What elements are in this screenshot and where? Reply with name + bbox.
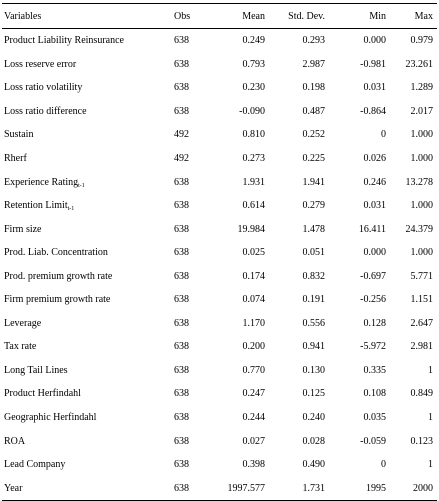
mean-cell: 0.200 <box>242 341 265 353</box>
mean-cell: 0.614 <box>242 200 265 212</box>
max-cell: 23.261 <box>405 58 433 70</box>
max-cell: 1 <box>428 364 433 376</box>
max-cell: 2.017 <box>410 105 433 117</box>
mean-cell: 0.793 <box>242 58 265 70</box>
min-cell: 0.031 <box>363 200 386 212</box>
header-variables: Variables <box>2 4 172 29</box>
max-cell: 2.981 <box>410 341 433 353</box>
variable-cell <box>2 53 172 77</box>
obs-cell: 638 <box>174 176 189 188</box>
variable-label: ROA <box>4 435 26 447</box>
obs-cell: 638 <box>174 35 189 47</box>
variable-label: Leverage <box>4 317 42 329</box>
variable-label: Prod. premium growth rate <box>4 270 113 282</box>
std-dev-cell: 0.252 <box>302 129 325 141</box>
std-dev-cell: 0.028 <box>302 435 325 447</box>
max-cell: 1.000 <box>410 153 433 164</box>
mean-cell: 0.230 <box>242 82 265 94</box>
mean-cell: 1997.577 <box>206 476 265 500</box>
std-dev-cell: 0.941 <box>302 341 325 353</box>
variable-label: Tax rate <box>4 341 37 353</box>
variable-label: Product Liability Reinsurance <box>4 35 124 47</box>
max-cell: 24.379 <box>405 223 433 235</box>
obs-cell: 638 <box>174 294 189 306</box>
variable-cell <box>2 429 172 453</box>
mean-cell: 0.027 <box>242 435 265 447</box>
table-row <box>2 217 437 241</box>
mean-cell: 0.025 <box>242 247 265 259</box>
max-cell: 1.151 <box>410 294 433 306</box>
min-cell: 0.000 <box>363 35 386 47</box>
min-cell: -0.697 <box>360 270 386 282</box>
variable-cell <box>2 382 172 406</box>
table-row <box>2 241 437 265</box>
std-dev-cell: 1.731 <box>265 476 325 500</box>
max-cell: 2000 <box>386 476 437 500</box>
obs-cell: 638 <box>174 200 189 212</box>
mean-cell: 0.770 <box>242 364 265 376</box>
mean-cell: 0.244 <box>242 412 265 424</box>
max-cell: 13.278 <box>405 176 433 188</box>
mean-cell: 1.931 <box>242 176 265 188</box>
obs-cell: 638 <box>174 412 189 424</box>
variable-subscript: t-1 <box>78 182 85 189</box>
variable-subscript: t-1 <box>67 206 75 213</box>
variable-label: Product Herfindahl <box>4 388 81 400</box>
max-cell: 0.979 <box>410 35 433 47</box>
min-cell: -5.972 <box>360 341 386 353</box>
std-dev-cell: 0.490 <box>302 459 325 471</box>
table-row <box>2 406 437 430</box>
variable-label: Retention Limit <box>4 200 68 212</box>
mean-cell: 0.810 <box>242 129 265 141</box>
table-row <box>2 453 437 477</box>
std-dev-cell: 0.240 <box>302 412 325 424</box>
obs-cell: 638 <box>174 223 189 235</box>
table-row <box>2 476 437 500</box>
variable-cell <box>2 312 172 336</box>
std-dev-cell: 1.941 <box>302 176 325 188</box>
min-cell: 0.035 <box>363 412 386 424</box>
std-dev-cell: 0.556 <box>302 317 325 329</box>
mean-cell: 0.074 <box>242 294 265 306</box>
max-cell: 1 <box>428 412 433 424</box>
header-max: Max <box>386 4 437 29</box>
table-row <box>2 288 437 312</box>
header-std-dev: Std. Dev. <box>265 4 325 29</box>
header-row <box>2 4 437 29</box>
max-cell: 0.849 <box>410 388 433 400</box>
obs-cell: 492 <box>174 153 189 164</box>
variable-label: Loss ratio difference <box>4 105 87 117</box>
variable-cell <box>2 241 172 265</box>
variable-label: Lead Company <box>4 459 66 471</box>
max-cell: 1.000 <box>410 129 433 141</box>
header-obs: Obs <box>172 4 206 29</box>
min-cell: 0.031 <box>363 82 386 94</box>
std-dev-cell: 0.832 <box>302 270 325 282</box>
variable-cell <box>2 100 172 124</box>
max-cell: 1.289 <box>410 82 433 94</box>
max-cell: 1.000 <box>410 200 433 212</box>
obs-cell: 638 <box>174 317 189 329</box>
table-row <box>2 194 437 218</box>
max-cell: 0.123 <box>410 435 433 447</box>
mean-cell: -0.090 <box>239 105 265 117</box>
variable-label: Prod. Liab. Concentration <box>4 247 108 259</box>
max-cell: 5.771 <box>410 270 433 282</box>
table-row <box>2 29 437 53</box>
obs-cell: 638 <box>174 270 189 282</box>
table-row <box>2 123 437 147</box>
obs-cell: 638 <box>174 459 189 471</box>
max-cell: 1 <box>428 459 433 471</box>
summary-statistics-table <box>2 3 437 501</box>
variable-label: Loss ratio volatility <box>4 82 83 94</box>
variable-label: Sustain <box>4 129 34 141</box>
min-cell: 1995 <box>325 476 386 500</box>
table-row <box>2 335 437 359</box>
header-min: Min <box>325 4 386 29</box>
max-cell: 1.000 <box>410 247 433 259</box>
std-dev-cell: 0.279 <box>302 200 325 212</box>
header-mean: Mean <box>206 4 265 29</box>
variable-cell <box>2 217 172 241</box>
table-row <box>2 312 437 336</box>
variable-label: Firm premium growth rate <box>4 294 111 306</box>
table-row <box>2 100 437 124</box>
std-dev-cell: 0.051 <box>302 247 325 259</box>
std-dev-cell: 0.198 <box>302 82 325 94</box>
obs-cell: 638 <box>174 58 189 70</box>
variable-cell <box>2 476 172 500</box>
obs-cell: 638 <box>172 476 206 500</box>
variable-label: Long Tail Lines <box>4 364 68 376</box>
obs-cell: 638 <box>174 364 189 376</box>
variable-label: Year <box>4 482 23 494</box>
table-row <box>2 147 437 171</box>
min-cell: 0.108 <box>363 388 386 400</box>
min-cell: -0.981 <box>360 58 386 70</box>
std-dev-cell: 0.225 <box>302 153 325 164</box>
min-cell: 0.246 <box>363 176 386 188</box>
std-dev-cell: 0.130 <box>302 364 325 376</box>
min-cell: -0.864 <box>360 105 386 117</box>
min-cell: -0.256 <box>360 294 386 306</box>
obs-cell: 638 <box>174 105 189 117</box>
table-row <box>2 53 437 77</box>
mean-cell: 0.174 <box>242 270 265 282</box>
min-cell: 0 <box>381 129 386 141</box>
table-row <box>2 382 437 406</box>
min-cell: 0.335 <box>363 364 386 376</box>
mean-cell: 0.249 <box>242 35 265 47</box>
obs-cell: 492 <box>174 129 189 141</box>
min-cell: 0.128 <box>363 317 386 329</box>
variable-cell <box>2 359 172 383</box>
variable-label: Experience Rating <box>4 176 79 188</box>
variable-cell <box>2 147 172 171</box>
variable-cell <box>2 76 172 100</box>
obs-cell: 638 <box>174 341 189 353</box>
obs-cell: 638 <box>174 247 189 259</box>
min-cell: 0 <box>381 459 386 471</box>
variable-label: Rherf <box>4 153 27 164</box>
variable-label: Geographic Herfindahl <box>4 412 97 424</box>
std-dev-cell: 0.487 <box>302 105 325 117</box>
variable-cell <box>2 288 172 312</box>
mean-cell: 0.273 <box>242 153 265 164</box>
variable-cell <box>2 194 172 218</box>
min-cell: 0.026 <box>363 153 386 164</box>
variable-cell <box>2 453 172 477</box>
table-row <box>2 76 437 100</box>
variable-cell <box>2 170 172 194</box>
variable-cell <box>2 29 172 53</box>
table-row <box>2 170 437 194</box>
obs-cell: 638 <box>174 388 189 400</box>
variable-cell <box>2 335 172 359</box>
min-cell: -0.059 <box>360 435 386 447</box>
mean-cell: 0.247 <box>242 388 265 400</box>
variable-cell <box>2 264 172 288</box>
std-dev-cell: 0.125 <box>302 388 325 400</box>
variable-label: Firm size <box>4 223 42 235</box>
mean-cell: 1.170 <box>242 317 265 329</box>
variable-cell <box>2 406 172 430</box>
std-dev-cell: 1.478 <box>302 223 325 235</box>
variable-cell <box>2 123 172 147</box>
std-dev-cell: 0.191 <box>302 294 325 306</box>
mean-cell: 19.984 <box>237 223 265 235</box>
max-cell: 2.647 <box>410 317 433 329</box>
mean-cell: 0.398 <box>242 459 265 471</box>
table-row <box>2 429 437 453</box>
variable-label: Loss reserve error <box>4 58 77 70</box>
min-cell: 0.000 <box>363 247 386 259</box>
min-cell: 16.411 <box>358 223 386 235</box>
table-body <box>2 29 437 501</box>
table-row <box>2 264 437 288</box>
obs-cell: 638 <box>174 82 189 94</box>
std-dev-cell: 0.293 <box>302 35 325 47</box>
obs-cell: 638 <box>174 435 189 447</box>
std-dev-cell: 2.987 <box>302 58 325 70</box>
table-row <box>2 359 437 383</box>
